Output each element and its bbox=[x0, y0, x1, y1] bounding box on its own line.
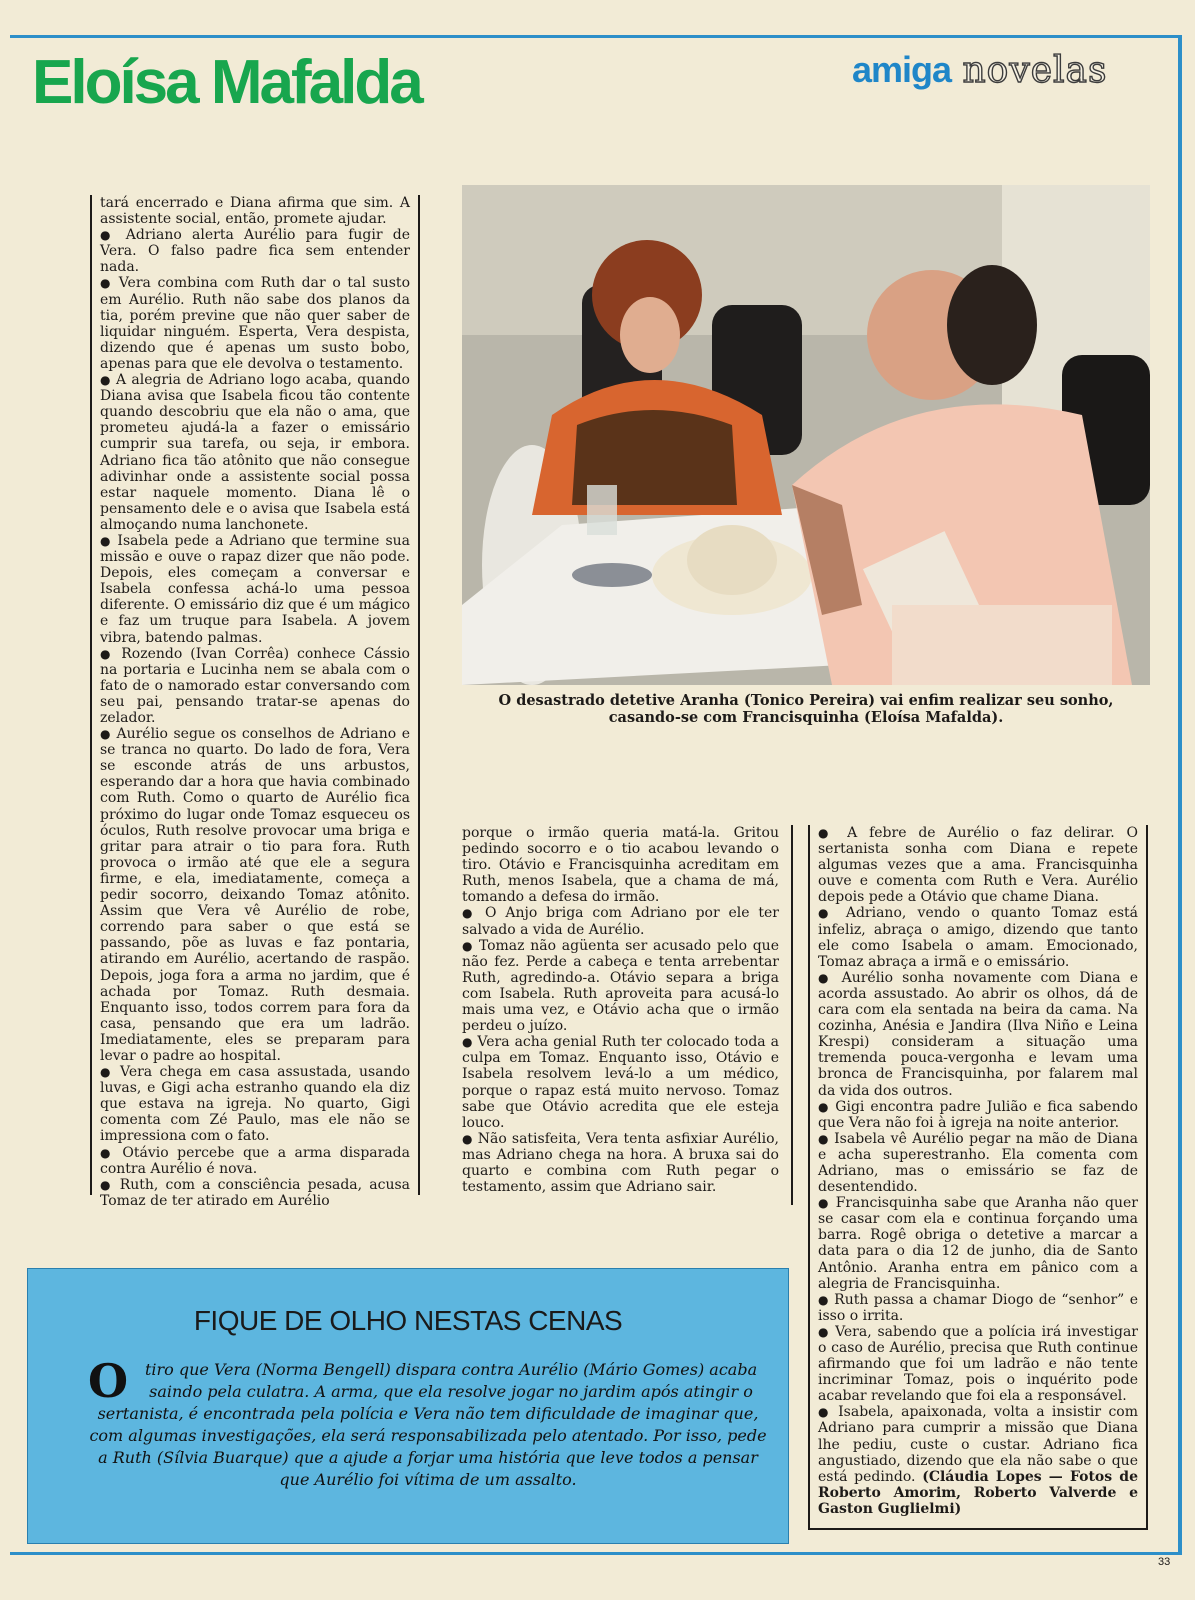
bullet-icon: ● bbox=[818, 1405, 839, 1420]
article-column-1 bbox=[90, 195, 420, 1209]
paragraph bbox=[100, 726, 410, 1064]
bullet-icon: ● bbox=[100, 533, 118, 548]
bullet-icon: ● bbox=[462, 1131, 478, 1146]
bullet-icon: ● bbox=[100, 1145, 123, 1160]
bullet-icon: ● bbox=[462, 1035, 478, 1050]
paragraph bbox=[818, 1131, 1138, 1195]
magazine-brand bbox=[852, 49, 1108, 91]
bullet-icon: ● bbox=[818, 1099, 836, 1114]
bullet-icon: ● bbox=[818, 1131, 835, 1146]
paragraph-text: Não satisfeita, Vera tenta asfixiar Aurélio, mas Adriano chega na hora. A bruxa sai do quarto e combina com Ruth pegar o testamento, assim que Adriano sair. bbox=[462, 1130, 780, 1196]
photo bbox=[462, 185, 1150, 685]
bullet-icon: ● bbox=[818, 826, 848, 840]
paragraph bbox=[818, 825, 1138, 905]
bullet-icon: ● bbox=[818, 1292, 835, 1307]
brand-amiga: amiga bbox=[852, 49, 952, 90]
paragraph-text: Aurélio sonha novamente com Diana e acorda assustado. Ao abrir os olhos, dá de cara com ela sentada na beira da cama. Na cozinha, Anésia e Jandira (Ilva Niño e Leina Krespi) consideram a situação uma tremenda pouca-vergonha e levam uma bronca de Francisquinha, por falarem mal da vida dos outros. bbox=[818, 969, 1138, 1099]
bullet-icon: ● bbox=[818, 1324, 836, 1339]
paragraph bbox=[100, 533, 410, 646]
bullet-icon: ● bbox=[100, 1065, 120, 1080]
article-column-3 bbox=[808, 825, 1148, 1530]
page-number: 33 bbox=[1158, 1556, 1171, 1568]
brand-novelas: novelas bbox=[962, 50, 1108, 91]
paragraph bbox=[100, 372, 410, 533]
paragraph-text: Isabela, apaixonada, volta a insistir com Adriano para cumprir a missão que Diana lhe pediu, custe o custar. Adriano fica angustiado, dizendo que ela não sabe o que está pedindo. bbox=[818, 1404, 1138, 1485]
paragraph bbox=[818, 905, 1138, 969]
paragraph bbox=[818, 970, 1138, 1099]
bullet-icon: ● bbox=[100, 727, 117, 742]
paragraph bbox=[100, 1064, 410, 1144]
dropcap: O bbox=[88, 1354, 129, 1408]
photo-caption: O desastrado detetive Aranha (Tonico Pereira) vai enfim realizar seu sonho, casando-se com Francisquinha (Eloísa Mafalda). bbox=[498, 692, 1114, 726]
bullet-icon: ● bbox=[100, 646, 122, 661]
paragraph-text: tará encerrado e Diana afirma que sim. A assistente social, então, promete ajudar. bbox=[100, 195, 410, 228]
paragraph bbox=[818, 1324, 1138, 1404]
paragraph-text: Rozendo (Ivan Corrêa) conhece Cássio na portaria e Lucinha nem se abala com o fato de o namorado estar conversando com seu pai, pensando tratar-se apenas do zelador. bbox=[100, 645, 410, 726]
paragraph bbox=[818, 1404, 1138, 1517]
bullet-icon: ● bbox=[100, 1177, 120, 1192]
paragraph bbox=[462, 825, 779, 905]
bullet-icon: ● bbox=[818, 970, 842, 985]
paragraph bbox=[100, 1145, 410, 1177]
highlight-box-text bbox=[88, 1354, 768, 1491]
bullet-icon: ● bbox=[462, 906, 486, 921]
bullet-icon: ● bbox=[100, 228, 126, 243]
paragraph-text: porque o irmão queria matá-la. Gritou pedindo socorro e o tio acabou levando o tiro. Otávio e Francisquinha acreditam em Ruth, menos Isabela, que a chama de má, tomando a defesa do irmão. bbox=[462, 825, 779, 906]
paragraph-text: Gigi encontra padre Julião e fica sabendo que Vera não foi à igreja na noite anterior. bbox=[818, 1098, 1138, 1131]
highlight-box bbox=[27, 1268, 789, 1544]
highlight-box-title: FIQUE DE OLHO NESTAS CENAS bbox=[193, 1305, 623, 1336]
paragraph bbox=[462, 905, 779, 937]
bullet-icon: ● bbox=[100, 276, 119, 291]
paragraph-text: Francisquinha sabe que Aranha não quer se casar com ela e continua forçando uma barra. Rogê obriga o detetive a marcar a data para o dia 12 de junho, dia de Santo Antônio. Aranha entra em pânico com a alegria de Francisquinha. bbox=[818, 1195, 1138, 1292]
bullet-icon: ● bbox=[462, 938, 479, 953]
paragraph bbox=[818, 1292, 1138, 1324]
photo-illustration bbox=[462, 185, 1150, 685]
paragraph bbox=[462, 1131, 779, 1195]
paragraph-text: A alegria de Adriano logo acaba, quando Diana avisa que Isabela ficou tão contente quando descobriu que ela não o ama, que prometeu ajudá-la a fazer o emissário cumprir sua tarefa, ou seja, ir embora. Adriano fica tão atônito que não consegue adivinhar onde a assistente social possa estar naquele momento. Diana lê o pensamento dele e o avisa que Isabela está almoçando numa lanchonete. bbox=[100, 372, 410, 533]
paragraph-text: Adriano alerta Aurélio para fugir de Vera. O falso padre fica sem entender nada. bbox=[100, 227, 410, 276]
paragraph-text: Otávio percebe que a arma disparada contra Aurélio é nova. bbox=[100, 1144, 410, 1177]
frame-right-rule bbox=[1178, 38, 1182, 1552]
paragraph bbox=[462, 1034, 779, 1131]
paragraph-text: Ruth passa a chamar Diogo de “senhor” e isso o irrita. bbox=[818, 1291, 1138, 1324]
highlight-box-body: tiro que Vera (Norma Bengell) dispara contra Aurélio (Mário Gomes) acaba saindo pela culatra. A arma, que ela resolve jogar no jardim após atingir o sertanista, é encontrada pela polícia e Vera não tem dificuldade de imaginar que, com algumas investigações, ela será responsabilizada pelo atentado. Por isso, pede a Ruth (Sílvia Buarque) que a ajude a forjar uma história que leve todos a pensar que Aurélio foi vítima de um assalto. bbox=[89, 1360, 767, 1489]
bullet-icon: ● bbox=[818, 1196, 836, 1211]
paragraph bbox=[100, 195, 410, 227]
article-column-2 bbox=[458, 825, 793, 1205]
paragraph bbox=[818, 1099, 1138, 1131]
paragraph bbox=[100, 1177, 410, 1209]
headline: Eloísa Mafalda bbox=[32, 48, 421, 117]
paragraph-text: Isabela vê Aurélio pegar na mão de Diana e acha superestranho. Ela comenta com Adriano, mas o emissário se faz de desentendido. bbox=[818, 1130, 1138, 1196]
paragraph-text: A febre de Aurélio o faz delirar. O sertanista sonha com Diana e repete algumas vezes que a ama. Francisquinha ouve e comenta com Ruth e Vera. Aurélio depois pede a Otávio que chame Diana. bbox=[818, 825, 1139, 906]
paragraph-text: O Anjo briga com Adriano por ele ter salvado a vida de Aurélio. bbox=[462, 905, 779, 938]
paragraph-text: Aurélio segue os conselhos de Adriano e se tranca no quarto. Do lado de fora, Vera se esconde atrás de uns arbustos, esperando dar a hora que havia combinado com Ruth. Como o quarto de Aurélio fica próximo do lugar onde Tomaz esqueceu os óculos, Ruth resolve provocar uma briga e gritar para atrair o tio para fora. Ruth provoca o irmão até que ele a segura firme, e ela, imediatamente, começa a pedir socorro, deixando Tomaz atônito. Assim que Vera vê Aurélio de robe, correndo para saber o que está se passando, põe as luvas e faz pontaria, atirando em Aurélio, acertando de raspão. Depois, joga fora a arma no jardim, que é achada por Tomaz. Ruth desmaia. Enquanto isso, todos correm para fora da casa, pensando que era um ladrão. Imediatamente, eles se preparam para levar o padre ao hospital. bbox=[100, 726, 410, 1064]
paragraph bbox=[100, 227, 410, 275]
paragraph bbox=[100, 275, 410, 372]
paragraph bbox=[818, 1195, 1138, 1292]
paragraph-text: Vera combina com Ruth dar o tal susto em Aurélio. Ruth não sabe dos planos da tia, porém previne que não quer saber de liquidar ninguém. Esperta, Vera despista, dizendo que é apenas um susto bobo, apenas para que ele devolva o testamento. bbox=[100, 275, 410, 372]
paragraph-text: Ruth, com a consciência pesada, acusa Tomaz de ter atirado em Aurélio bbox=[100, 1176, 410, 1209]
bullet-icon: ● bbox=[818, 906, 846, 921]
paragraph bbox=[100, 646, 410, 726]
paragraph-text: Isabela pede a Adriano que termine sua missão e ouve o rapaz dizer que não pode. Depois, eles começam a conversar e Isabela confessa achá-lo uma pessoa diferente. O emissário diz que é um mágico e faz um truque para Isabela. A jovem vibra, batendo palmas. bbox=[100, 532, 410, 646]
photo-credits: (Cláudia Lopes — Fotos de Roberto Amorim, Roberto Valverde e Gaston Guglielmi) bbox=[818, 1468, 1138, 1517]
paragraph-text: Adriano, vendo o quanto Tomaz está infeliz, abraça o amigo, dizendo que tanto ele como Isabela o amam. Emocionado, Tomaz abraça a irmã e o emissário. bbox=[818, 905, 1138, 970]
paragraph-text: Vera acha genial Ruth ter colocado toda a culpa em Tomaz. Enquanto isso, Otávio e Isabela resolvem levá-lo a um médico, porque o rapaz está muito nervoso. Tomaz sabe que Otávio acredita que ele esteja louco. bbox=[462, 1034, 779, 1131]
paragraph bbox=[462, 938, 779, 1035]
paragraph-text: Vera chega em casa assustada, usando luvas, e Gigi acha estranho quando ela diz que estava na igreja. No quarto, Gigi comenta com Zé Paulo, mas ele não se impressiona com o fato. bbox=[100, 1064, 410, 1145]
paragraph-text: Vera, sabendo que a polícia irá investigar o caso de Aurélio, precisa que Ruth continue afirmando que foi um ladrão e não tente incriminar Tomaz, pois o inquérito pode acabar revelando que foi ela a responsável. bbox=[818, 1323, 1138, 1405]
bullet-icon: ● bbox=[100, 373, 116, 388]
paragraph-text: Tomaz não agüenta ser acusado pelo que não fez. Perde a cabeça e tenta arrebentar Ruth, agredindo-a. Otávio separa a briga com Isabela. Ruth aproveita para acusá-lo mais uma vez, e Otávio acha que o irmão perdeu o juízo. bbox=[462, 937, 779, 1035]
